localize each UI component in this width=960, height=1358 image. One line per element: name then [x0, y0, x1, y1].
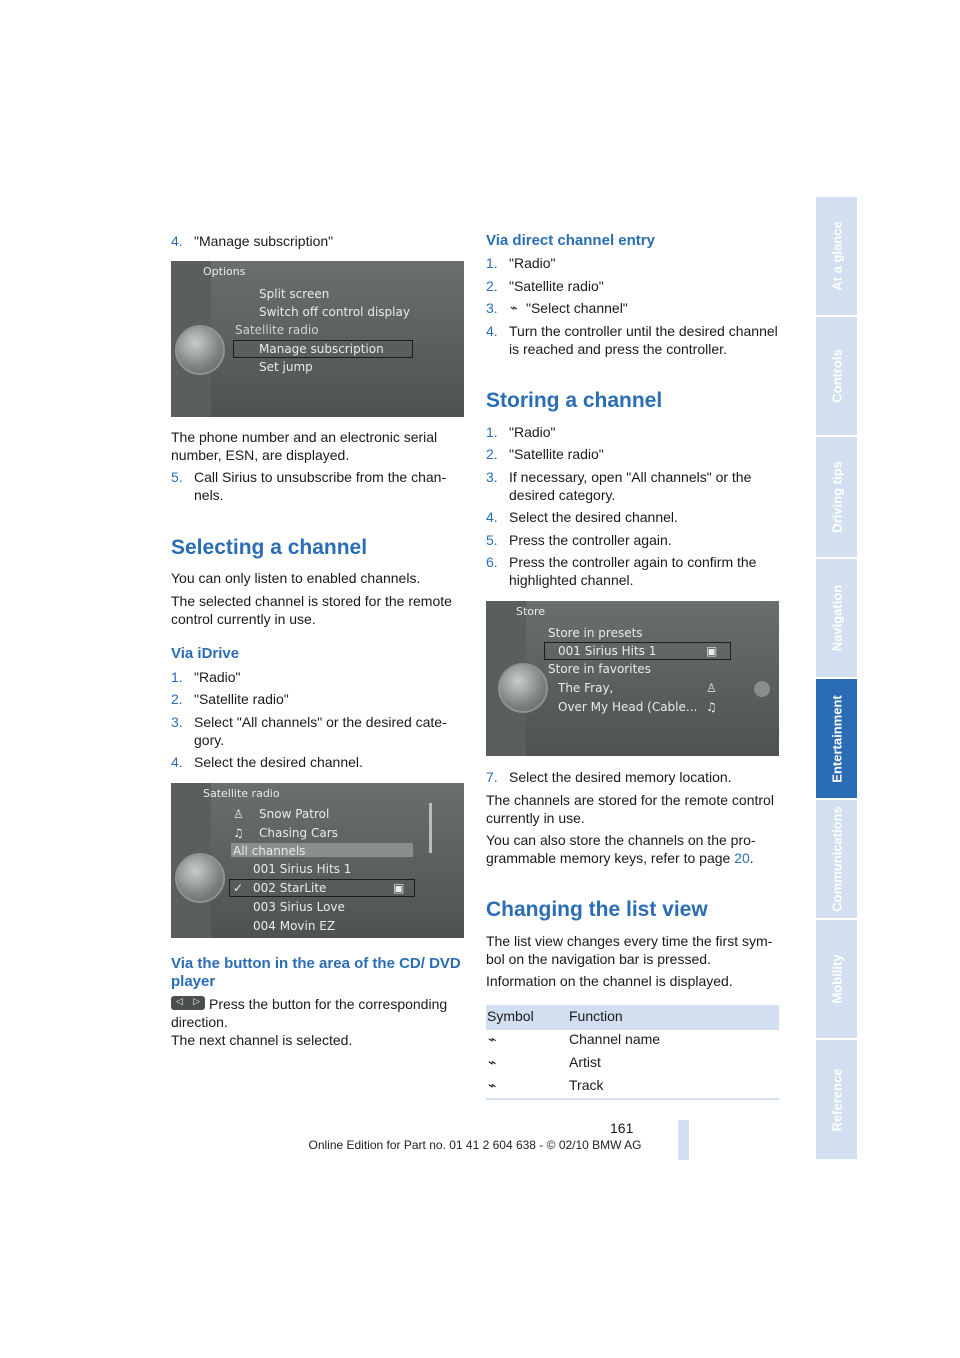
options-screenshot: [171, 261, 464, 417]
storing-step: 1. "Radio": [486, 424, 556, 440]
direct-step: 2. "Satellite radio": [486, 278, 604, 294]
channel-symbol-icon: ⌁: [510, 300, 518, 315]
preset-icon: ▣: [393, 881, 405, 895]
screen-item: The Fray,: [558, 681, 614, 695]
highlight-box: [544, 642, 731, 660]
store-screenshot: [486, 601, 779, 756]
track-icon: ♫: [233, 826, 244, 840]
heading-via-idrive: Via iDrive: [171, 645, 240, 662]
tab-at-a-glance[interactable]: At a glance: [829, 221, 844, 291]
heading-via-cd-button: Via the button in the area of the CD/ DVD player: [171, 955, 461, 990]
idrive-step: 1. "Radio": [171, 669, 241, 685]
screen-title: Satellite radio: [203, 787, 280, 800]
controller-knob-icon: [175, 853, 225, 903]
heading-selecting-channel: Selecting a channel: [171, 536, 368, 559]
check-icon: ✓: [233, 881, 244, 895]
tab-driving-tips[interactable]: Driving tips: [829, 461, 844, 533]
tab-navigation[interactable]: Navigation: [829, 584, 844, 652]
controller-knob-icon: [498, 663, 548, 713]
storing-step: 2. "Satellite radio": [486, 446, 604, 462]
footer-text: Online Edition for Part no. 01 41 2 604 638 - © 02/10 BMW AG: [308, 1138, 642, 1152]
storing-step: 3. If necessary, open "All channels" or the desired category.: [486, 469, 752, 503]
storing-step: 4. Select the desired channel.: [486, 509, 678, 525]
para-memory-keys: You can also store the channels on the pro-grammable memory keys, refer to page 20.: [486, 832, 756, 866]
para-esn: The phone number and an electronic serial number, ESN, are displayed.: [171, 429, 438, 463]
screen-item: 001 Sirius Hits 1: [253, 862, 352, 876]
highlight-box: [233, 340, 413, 358]
para-remote: The selected channel is stored for the remote control currently in use.: [171, 593, 452, 627]
highlight-box: [229, 879, 415, 897]
tab-controls[interactable]: Controls: [829, 349, 844, 403]
screen-item: Store in presets: [548, 626, 643, 640]
step-5: 5. Call Sirius to unsubscribe from the chan-nels.: [171, 469, 447, 503]
artist-icon: ♙: [706, 681, 717, 695]
screen-item: Chasing Cars: [259, 826, 338, 840]
para-info: Information on the channel is displayed.: [486, 973, 733, 989]
satellite-radio-screenshot: [171, 783, 464, 938]
table-header: [486, 1005, 779, 1030]
storing-step: 5. Press the controller again.: [486, 532, 672, 548]
screen-item: All channels: [233, 844, 306, 858]
storing-step: 6. Press the controller again to confirm the highlighted channel.: [486, 554, 757, 588]
screen-item: 002 StarLite: [253, 881, 327, 895]
preset-icon: ▣: [706, 644, 718, 658]
heading-storing-channel: Storing a channel: [486, 389, 663, 412]
para-list-changes: The list view changes every time the first sym-bol on the navigation bar is pressed.: [486, 933, 773, 967]
screen-item: Store in favorites: [548, 662, 651, 676]
tab-mobility[interactable]: Mobility: [829, 954, 844, 1004]
para-stored: The channels are stored for the remote control currently in use.: [486, 792, 774, 826]
artist-icon: ♙: [233, 807, 244, 821]
screen-title: Store: [516, 605, 546, 618]
screen-item: 004 Movin EZ: [253, 919, 336, 933]
direct-step: 4. Turn the controller until the desired channel is reached and press the controller.: [486, 323, 778, 357]
table-row: Track: [569, 1077, 604, 1093]
table-bottom-rule: [486, 1098, 779, 1100]
channel-name-icon: ⌁: [488, 1031, 497, 1047]
screen-item: Satellite radio: [235, 323, 319, 337]
page-number: 161: [610, 1120, 634, 1136]
para-enabled: You can only listen to enabled channels.: [171, 570, 421, 586]
cd-skip-button-icon: ◁ ▷: [171, 996, 205, 1010]
screen-item: Set jump: [259, 360, 313, 374]
screen-item: Manage subscription: [259, 342, 384, 356]
screen-item: Switch off control display: [259, 305, 410, 319]
table-row: Artist: [569, 1054, 601, 1070]
screen-item: Snow Patrol: [259, 807, 330, 821]
screen-item: 001 Sirius Hits 1: [558, 644, 657, 658]
screen-item: Split screen: [259, 287, 330, 301]
screen-item: Over My Head (Cable...: [558, 700, 698, 714]
artist-symbol-icon: ⌁: [488, 1054, 497, 1070]
track-icon: ♫: [706, 700, 717, 714]
track-symbol-icon: ⌁: [488, 1077, 497, 1093]
header-function: Function: [569, 1008, 623, 1024]
idrive-step: 3. Select "All channels" or the desired cate-gory.: [171, 714, 447, 748]
side-knob-icon: [754, 681, 770, 697]
header-symbol: Symbol: [487, 1008, 534, 1024]
controller-knob-icon: [175, 325, 225, 375]
heading-direct-entry: Via direct channel entry: [486, 232, 655, 249]
para-next-channel: The next channel is selected.: [171, 1032, 353, 1048]
heading-list-view: Changing the list view: [486, 898, 708, 921]
idrive-step: 2. "Satellite radio": [171, 691, 289, 707]
tab-communications[interactable]: Communications: [829, 806, 844, 912]
tab-entertainment[interactable]: Entertainment: [816, 679, 857, 798]
page-link[interactable]: 20: [734, 850, 750, 866]
screen-item: 003 Sirius Love: [253, 900, 345, 914]
screen-title: Options: [203, 265, 246, 278]
step-7: 7. Select the desired memory location.: [486, 769, 732, 785]
table-row: Channel name: [569, 1031, 661, 1047]
step-4: 4. "Manage subscription": [171, 233, 334, 249]
scrollbar: [429, 803, 432, 853]
symbol-table: [486, 1030, 779, 1099]
tab-reference[interactable]: Reference: [829, 1068, 844, 1131]
para-cd-press: Press the button for the corresponding direction.: [171, 996, 448, 1030]
direct-step: 1. "Radio": [486, 255, 556, 271]
idrive-step: 4. Select the desired channel.: [171, 754, 363, 770]
direct-step: 3. "Select channel" ⌁: [486, 300, 628, 316]
